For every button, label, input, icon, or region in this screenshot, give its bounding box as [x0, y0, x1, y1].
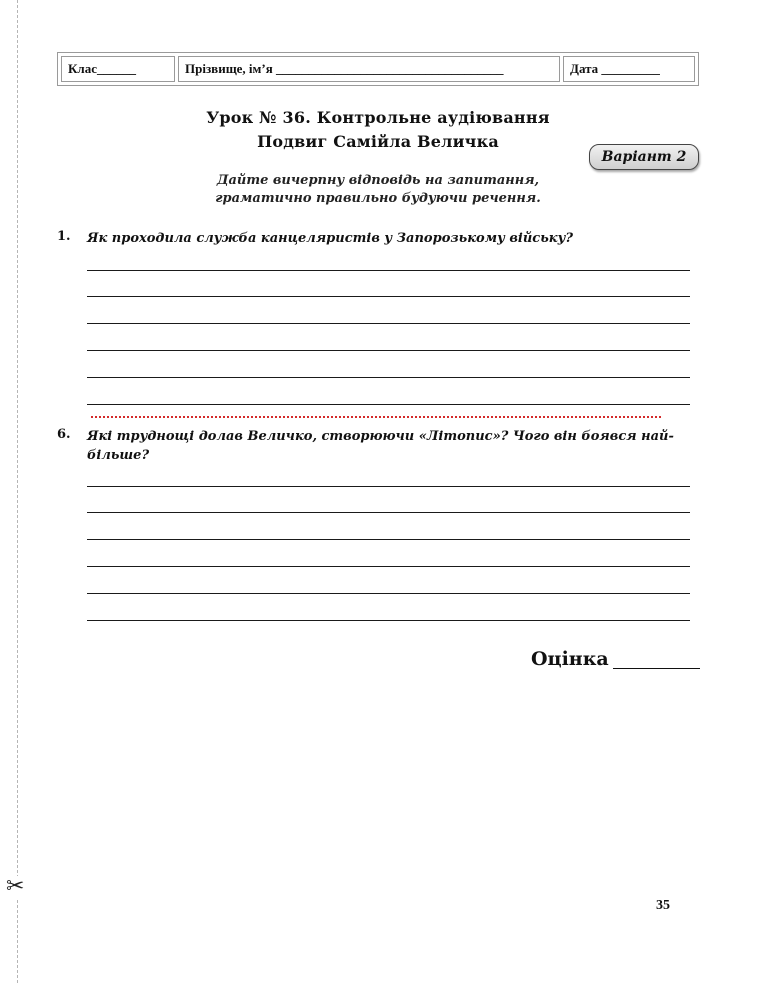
class-field[interactable]: Клас______	[61, 56, 175, 82]
section-separator	[91, 416, 661, 418]
name-field[interactable]: Прізвище, ім’я ___________________________________	[178, 56, 560, 82]
lesson-subtitle: Подвиг Самійла Величка	[257, 132, 499, 151]
variant-badge: Варіант 2	[589, 144, 699, 170]
answer-line[interactable]	[87, 270, 690, 271]
instruction-line-1: Дайте вичерпну відповідь на запитання,	[216, 173, 540, 188]
question-number: 6.	[57, 427, 71, 442]
grade-label: Оцінка	[531, 648, 609, 670]
answer-line[interactable]	[87, 593, 690, 594]
answer-line[interactable]	[87, 512, 690, 513]
grade-field[interactable]	[613, 668, 700, 669]
question-number: 1.	[57, 229, 71, 244]
answer-line[interactable]	[87, 566, 690, 567]
cut-line	[17, 0, 18, 983]
scissors-icon: ✂	[6, 874, 25, 899]
answer-line[interactable]	[87, 539, 690, 540]
answer-line[interactable]	[87, 296, 690, 297]
answer-line[interactable]	[87, 486, 690, 487]
date-field[interactable]: Дата _________	[563, 56, 695, 82]
student-info-table	[57, 52, 699, 86]
question-text: Які труднощі долав Величко, створюючи «Літопис»? Чого він боявся най-більше?	[87, 429, 674, 463]
answer-line[interactable]	[87, 404, 690, 405]
answer-line[interactable]	[87, 620, 690, 621]
lesson-title: Урок № 36. Контрольне аудіювання	[206, 108, 550, 127]
answer-line[interactable]	[87, 377, 690, 378]
answer-line[interactable]	[87, 323, 690, 324]
answer-line[interactable]	[87, 350, 690, 351]
page-number: 35	[656, 898, 670, 913]
instruction-line-2: граматично правильно будуючи речення.	[215, 191, 541, 206]
question-text: Як проходила служба канцеляристів у Запорозькому війську?	[87, 231, 573, 246]
